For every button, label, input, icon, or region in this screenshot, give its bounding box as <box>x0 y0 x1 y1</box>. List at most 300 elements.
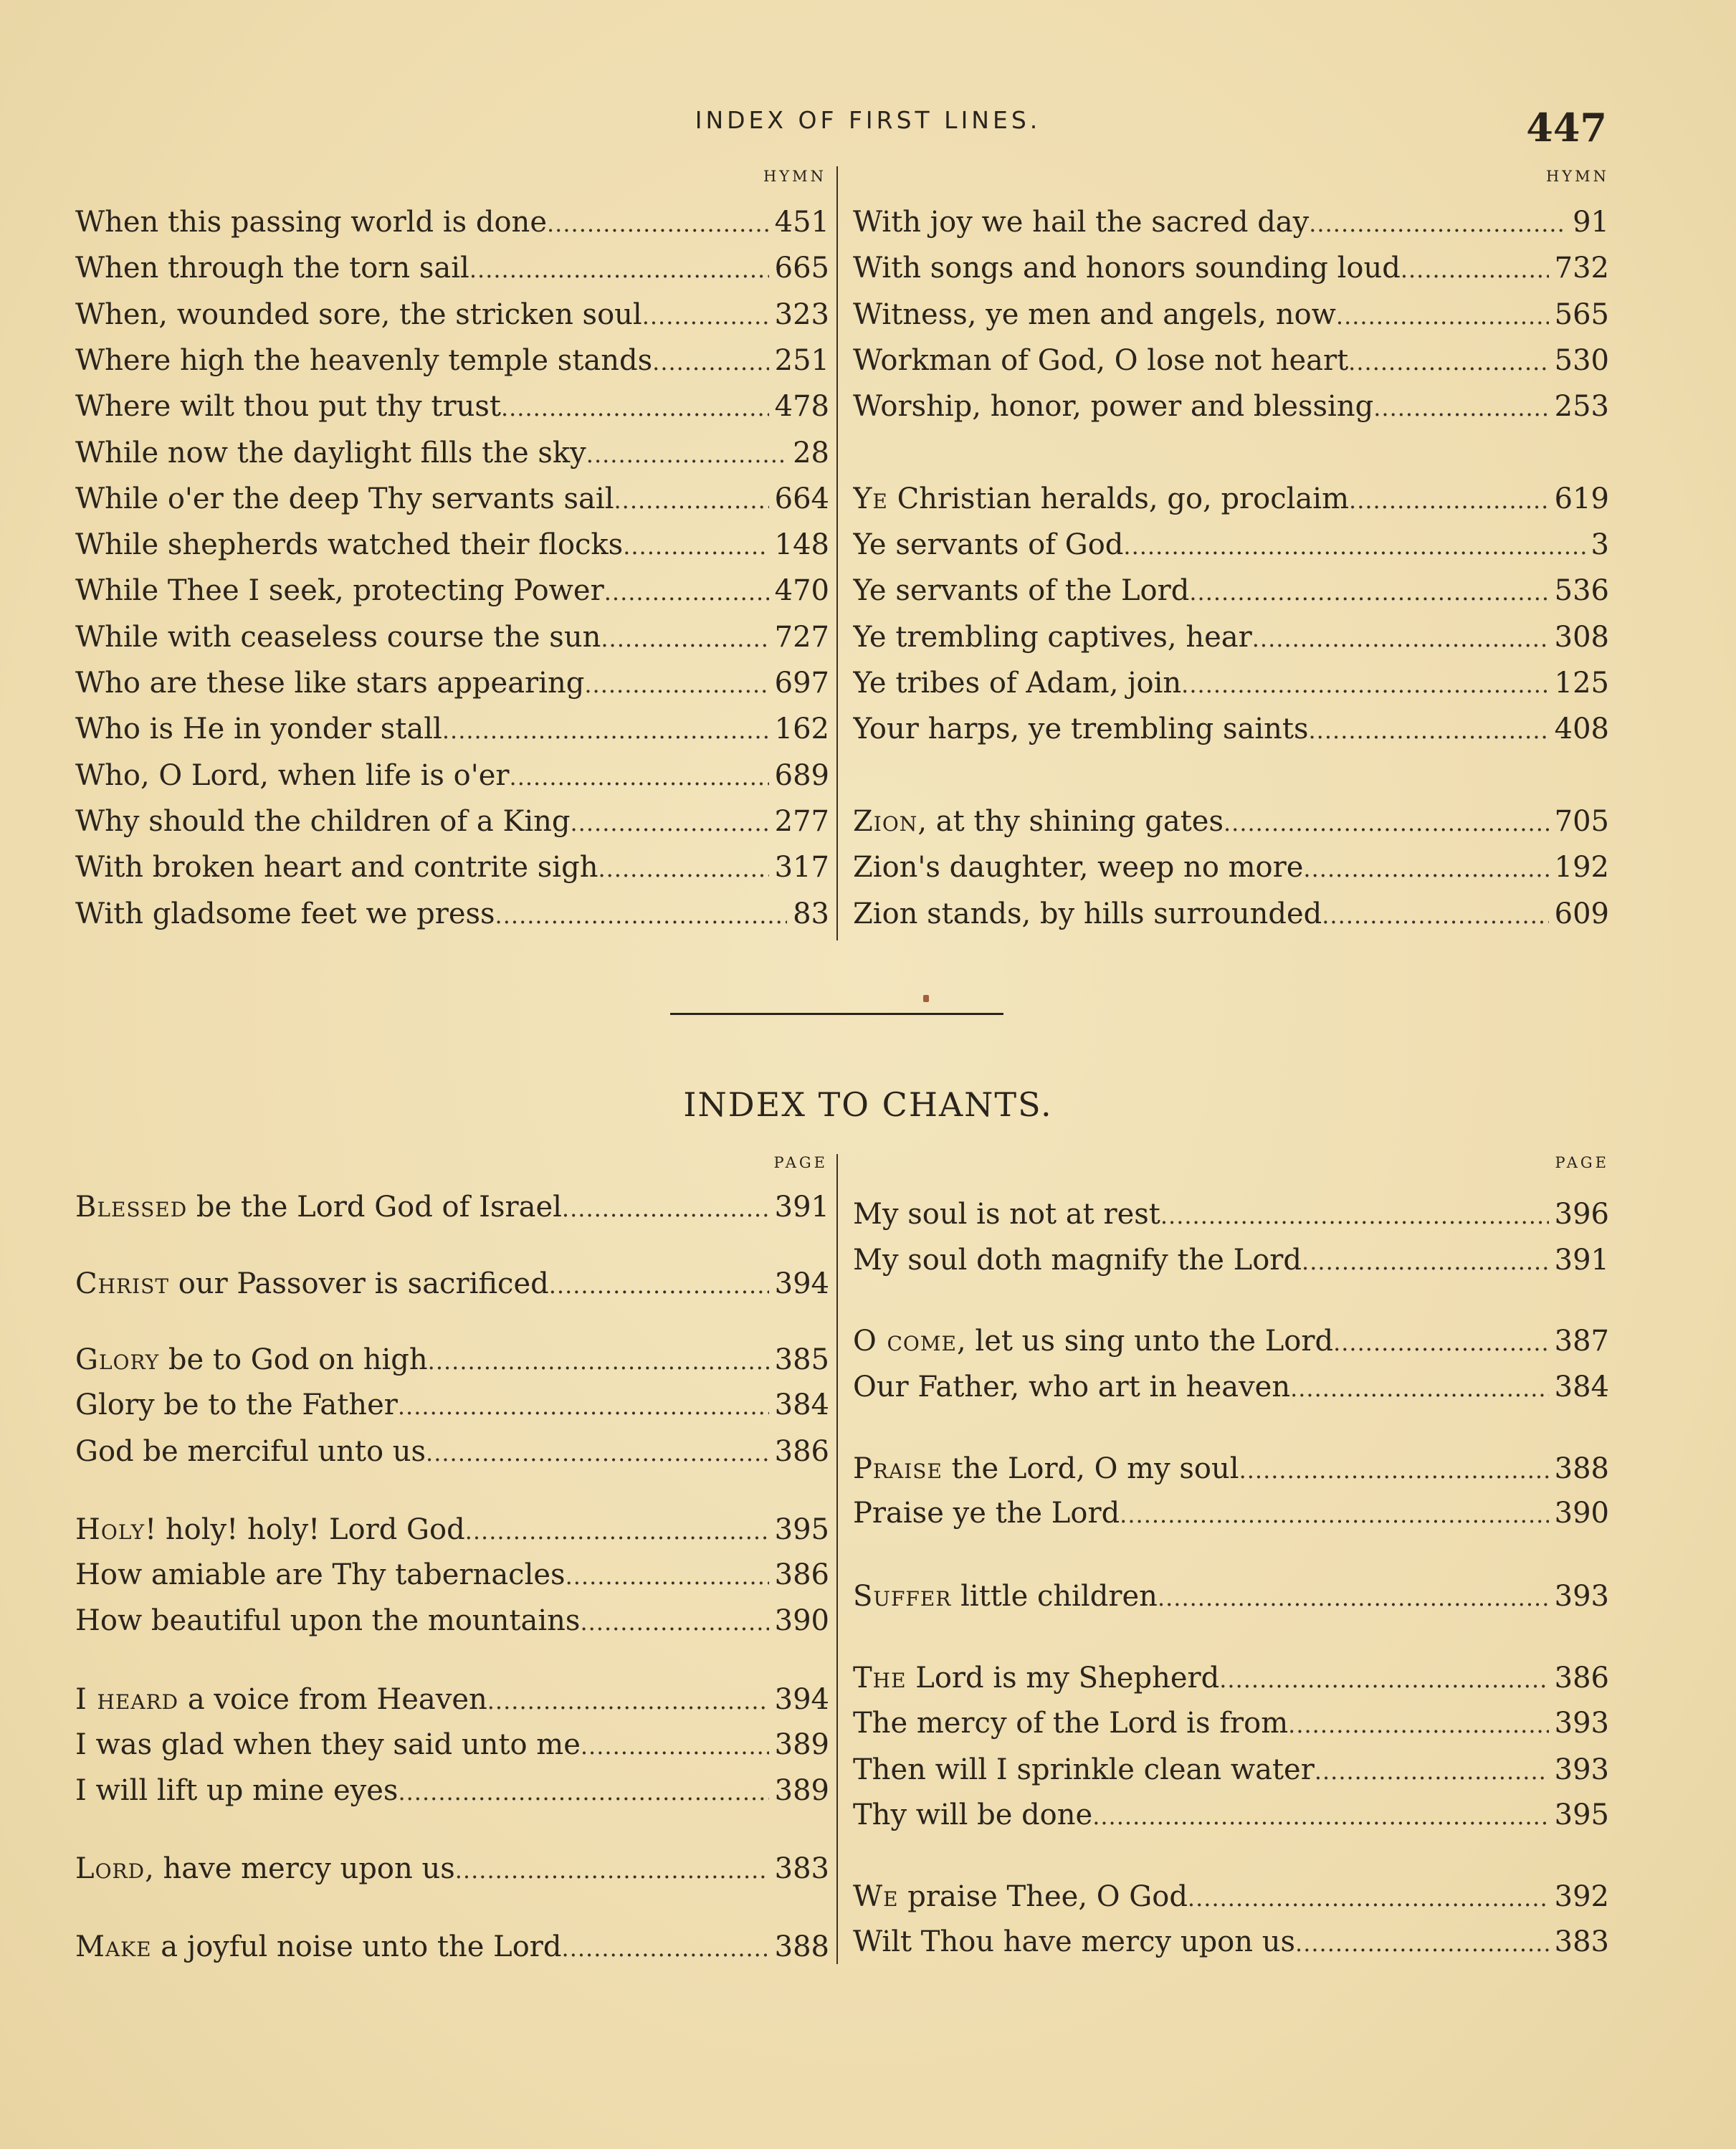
entry-first-line <box>75 892 495 935</box>
index-entry <box>75 339 829 382</box>
dot-leader <box>562 1186 769 1229</box>
dot-leader <box>604 569 769 612</box>
dot-leader <box>1302 1239 1549 1282</box>
entry-number: 393 <box>1554 1753 1609 1786</box>
entry-initial-word: Make <box>75 1930 152 1963</box>
entry-text: While shepherds watched their flocks <box>75 528 624 561</box>
index-entry <box>75 662 829 705</box>
entry-number: 384 <box>1554 1371 1609 1404</box>
entry-text: While with ceaseless course the sun <box>75 621 601 654</box>
entry-number: 253 <box>1554 390 1609 423</box>
dot-leader <box>571 800 769 843</box>
entry-first-line <box>75 432 586 475</box>
entry-number: 384 <box>774 1388 829 1421</box>
entry-number: 388 <box>774 1930 829 1963</box>
entry-first-line <box>853 1575 1158 1618</box>
entry-initial-word: Glory <box>75 1343 160 1376</box>
entry-text: While now the daylight fills the sky <box>75 437 586 470</box>
entry-number: 383 <box>1554 1925 1609 1958</box>
dot-leader <box>1219 1657 1548 1700</box>
entry-text: When through the torn sail <box>75 252 469 285</box>
entry-first-line <box>853 293 1336 336</box>
index-entry <box>853 523 1609 566</box>
entry-text: When, wounded sore, the stricken soul <box>75 298 642 331</box>
page-header <box>0 106 1736 149</box>
entry-number: 395 <box>1554 1798 1609 1831</box>
dot-leader <box>598 846 768 889</box>
page-number: 447 <box>1526 105 1607 151</box>
dot-leader <box>1188 1875 1549 1918</box>
entry-number: 470 <box>774 574 829 607</box>
dot-leader <box>1123 523 1585 566</box>
entry-text: be to God on high <box>159 1343 428 1376</box>
entry-text: With joy we hail the sacred day <box>853 206 1310 239</box>
index-entry <box>75 1338 829 1381</box>
entry-text: Where wilt thou put thy trust <box>75 390 501 423</box>
entry-text: little children <box>951 1580 1158 1613</box>
entry-number: 565 <box>1554 298 1609 331</box>
dot-leader <box>566 1553 769 1596</box>
dot-leader <box>562 1925 769 1968</box>
dot-leader <box>487 1678 769 1721</box>
entry-initial-word: O come <box>853 1325 957 1358</box>
entry-number: 389 <box>774 1774 829 1807</box>
entry-first-line <box>853 1239 1302 1282</box>
section-rule <box>670 1013 1003 1015</box>
running-title: INDEX OF FIRST LINES. <box>695 106 1041 134</box>
index-entry <box>853 1748 1609 1791</box>
entry-text: a voice from Heaven <box>178 1683 487 1716</box>
dot-leader <box>614 477 768 520</box>
index-entry <box>853 1920 1609 1963</box>
index-entry <box>75 477 829 520</box>
dot-leader <box>1303 846 1548 889</box>
index-entry <box>75 523 829 566</box>
dot-leader <box>398 1383 769 1426</box>
index-entry <box>853 800 1609 843</box>
dot-leader <box>1290 1366 1549 1409</box>
dot-leader <box>652 339 769 382</box>
index-entry <box>853 201 1609 244</box>
entry-initial-word: Zion <box>853 805 918 838</box>
entry-number: 394 <box>774 1267 829 1300</box>
entry-text: Then will I sprinkle clean water <box>853 1753 1315 1786</box>
entry-number: 383 <box>774 1852 829 1885</box>
entry-number: 192 <box>1554 851 1609 884</box>
entry-first-line <box>853 616 1252 659</box>
entry-number: 125 <box>1554 667 1609 700</box>
entry-first-line <box>75 1430 426 1473</box>
entry-initial-word: Blessed <box>75 1191 188 1224</box>
entry-number: 393 <box>1554 1707 1609 1740</box>
index-entry <box>853 1793 1609 1836</box>
entry-number: 394 <box>774 1683 829 1716</box>
index-entry <box>75 293 829 336</box>
entry-first-line <box>75 1553 566 1596</box>
chants-column-label: PAGE <box>773 1154 828 1171</box>
entry-text: be the Lord God of Israel <box>187 1191 562 1224</box>
entry-first-line <box>75 662 584 705</box>
index-entry <box>853 1320 1609 1363</box>
entry-first-line <box>75 1925 562 1968</box>
dot-leader <box>581 1723 769 1766</box>
dot-leader <box>584 662 768 705</box>
entry-number: 408 <box>1554 713 1609 745</box>
dot-leader <box>1252 616 1549 659</box>
entry-first-line <box>75 569 604 612</box>
dot-leader <box>547 201 769 244</box>
entry-number: 386 <box>774 1558 829 1591</box>
index-entry <box>75 1262 829 1305</box>
index-entry <box>75 707 829 751</box>
dot-leader <box>1239 1447 1549 1490</box>
entry-first-line <box>75 293 642 336</box>
entry-text: Who is He in yonder stall <box>75 713 442 745</box>
entry-text: I will lift up mine eyes <box>75 1774 399 1807</box>
entry-first-line <box>853 201 1309 244</box>
hymn-column-divider <box>836 166 838 940</box>
entry-first-line <box>75 1262 549 1305</box>
entry-text: Who, O Lord, when life is o'er <box>75 759 510 792</box>
entry-initial-word: Praise <box>853 1452 943 1485</box>
dot-leader <box>1401 247 1549 290</box>
dot-leader <box>1092 1793 1548 1836</box>
index-entry <box>75 1599 829 1642</box>
dot-leader <box>642 293 769 336</box>
index-entry <box>853 1447 1609 1490</box>
entry-first-line <box>75 201 547 244</box>
entry-first-line <box>853 1193 1160 1236</box>
index-entry <box>75 1678 829 1721</box>
dot-leader <box>1295 1920 1549 1963</box>
entry-text: Where high the heavenly temple stands <box>75 344 653 377</box>
entry-first-line <box>75 385 501 428</box>
entry-initial-word: Lord <box>75 1852 146 1885</box>
entry-text: Lord is my Shepherd <box>906 1662 1220 1695</box>
entry-first-line <box>75 707 442 751</box>
entry-first-line <box>75 1186 562 1229</box>
chants-section-title: INDEX TO CHANTS. <box>683 1085 1053 1124</box>
entry-initial-word: The <box>853 1662 907 1695</box>
entry-first-line <box>853 892 1322 935</box>
dot-leader <box>1309 707 1549 751</box>
entry-first-line <box>853 1875 1188 1918</box>
entry-number: 530 <box>1554 344 1609 377</box>
index-entry <box>75 892 829 935</box>
entry-text: Ye servants of the Lord <box>853 574 1190 607</box>
index-entry <box>853 1657 1609 1700</box>
dot-leader <box>1336 293 1549 336</box>
entry-first-line <box>853 523 1123 566</box>
entry-first-line <box>75 523 623 566</box>
dot-leader <box>549 1262 769 1305</box>
entry-text: praise Thee, O God <box>898 1880 1188 1913</box>
index-entry <box>75 385 829 428</box>
index-entry <box>75 754 829 797</box>
entry-text: Praise ye the Lord <box>853 1497 1120 1530</box>
index-entry <box>75 1925 829 1968</box>
entry-number: 665 <box>774 252 829 285</box>
dot-leader <box>1120 1492 1548 1535</box>
entry-first-line <box>75 754 510 797</box>
index-entry <box>853 1193 1609 1236</box>
entry-first-line <box>853 846 1303 889</box>
entry-number: 395 <box>774 1513 829 1546</box>
entry-text: Your harps, ye trembling saints <box>853 713 1309 745</box>
index-entry <box>853 892 1609 935</box>
entry-text: Glory be to the Father <box>75 1388 398 1421</box>
entry-first-line <box>75 616 601 659</box>
entry-first-line <box>853 1920 1295 1963</box>
entry-number: 91 <box>1573 206 1609 239</box>
entry-text: , let us sing unto the Lord <box>957 1325 1334 1358</box>
chants-column-divider <box>836 1154 838 1964</box>
entry-first-line <box>75 1338 428 1381</box>
index-entry <box>75 1553 829 1596</box>
dot-leader <box>510 754 769 797</box>
entry-text: Zion stands, by hills surrounded <box>853 897 1322 930</box>
entry-text: Workman of God, O lose not heart <box>853 344 1349 377</box>
entry-first-line <box>75 477 614 520</box>
dot-leader <box>1158 1575 1549 1618</box>
entry-initial-word: Holy <box>75 1513 146 1546</box>
entry-number: 388 <box>1554 1452 1609 1485</box>
entry-text: My soul is not at rest <box>853 1198 1160 1231</box>
index-entry <box>853 477 1609 520</box>
entry-first-line <box>853 1366 1290 1409</box>
entry-first-line <box>853 477 1349 520</box>
dot-leader <box>426 1430 769 1473</box>
index-entry <box>853 846 1609 889</box>
entry-number: 323 <box>774 298 829 331</box>
entry-number: 451 <box>774 206 829 239</box>
entry-number: 619 <box>1554 482 1609 515</box>
dot-leader <box>1309 201 1567 244</box>
entry-initial-word: Christ <box>75 1267 170 1300</box>
entry-first-line <box>853 339 1348 382</box>
index-entry <box>853 707 1609 751</box>
entry-text: Ye servants of God <box>853 528 1124 561</box>
entry-text: Ye tribes of Adam, join <box>853 667 1182 700</box>
entry-text: Thy will be done <box>853 1798 1093 1831</box>
index-entry <box>853 339 1609 382</box>
entry-initial-word: Ye <box>853 482 888 515</box>
index-entry <box>75 1847 829 1890</box>
index-entry <box>75 569 829 612</box>
index-entry <box>853 1239 1609 1282</box>
dot-leader <box>469 247 769 290</box>
entry-number: 83 <box>793 897 829 930</box>
entry-initial-word: We <box>853 1880 899 1913</box>
entry-number: 391 <box>774 1191 829 1224</box>
hymn-column-label-right: HYMN <box>1545 168 1609 185</box>
index-entry <box>853 385 1609 428</box>
index-entry <box>853 293 1609 336</box>
entry-text: Why should the children of a King <box>75 805 571 838</box>
entry-number: 3 <box>1590 528 1609 561</box>
index-entry <box>75 616 829 659</box>
entry-number: 251 <box>774 344 829 377</box>
entry-text: God be merciful unto us <box>75 1435 426 1468</box>
entry-number: 697 <box>774 667 829 700</box>
entry-number: 390 <box>1554 1497 1609 1530</box>
entry-number: 317 <box>774 851 829 884</box>
dot-leader <box>1349 477 1549 520</box>
entry-number: 386 <box>774 1435 829 1468</box>
chants-index-left-column <box>75 1154 829 1978</box>
entry-first-line <box>853 1702 1288 1745</box>
entry-first-line <box>853 1492 1120 1535</box>
entry-text: The mercy of the Lord is from <box>853 1707 1289 1740</box>
dot-leader <box>442 707 769 751</box>
dot-leader <box>1288 1702 1548 1745</box>
entry-number: 609 <box>1554 897 1609 930</box>
entry-first-line <box>75 1678 487 1721</box>
dot-leader <box>1322 892 1548 935</box>
entry-first-line <box>75 1847 455 1890</box>
entry-first-line <box>853 1748 1315 1791</box>
entry-text: My soul doth magnify the Lord <box>853 1244 1302 1277</box>
entry-first-line <box>75 1508 465 1551</box>
entry-text: How amiable are Thy tabernacles <box>75 1558 566 1591</box>
index-entry <box>75 1430 829 1473</box>
entry-text: With gladsome feet we press <box>75 897 495 930</box>
entry-text: , have mercy upon us <box>145 1852 455 1885</box>
entry-text: With songs and honors sounding loud <box>853 252 1401 285</box>
entry-number: 390 <box>774 1604 829 1637</box>
entry-first-line <box>853 707 1309 751</box>
dot-leader <box>1160 1193 1549 1236</box>
index-entry <box>75 1383 829 1426</box>
entry-number: 308 <box>1554 621 1609 654</box>
index-entry <box>75 1508 829 1551</box>
dot-leader <box>1224 800 1549 843</box>
hymn-index-right-column <box>853 165 1609 953</box>
entry-text: How beautiful upon the mountains <box>75 1604 581 1637</box>
entry-first-line <box>75 1769 398 1812</box>
hymn-index-left-column <box>75 165 829 953</box>
entry-text: Ye trembling captives, hear <box>853 621 1252 654</box>
entry-number: 162 <box>774 713 829 745</box>
dot-leader <box>1348 339 1548 382</box>
entry-first-line <box>853 385 1373 428</box>
entry-number: 391 <box>1554 1244 1609 1277</box>
entry-text: Christian heralds, go, proclaim <box>887 482 1350 515</box>
entry-first-line <box>75 1723 581 1766</box>
dot-leader <box>455 1847 769 1890</box>
entry-text: our Passover is sacrificed <box>169 1267 549 1300</box>
entry-number: 392 <box>1554 1880 1609 1913</box>
index-entry <box>75 1723 829 1766</box>
entry-first-line <box>853 1793 1092 1836</box>
entry-text: the Lord, O my soul <box>942 1452 1239 1485</box>
entry-text: Who are these like stars appearing <box>75 667 585 700</box>
entry-first-line <box>853 800 1224 843</box>
chants-column-label-right: PAGE <box>1555 1154 1609 1171</box>
entry-text: While Thee I seek, protecting Power <box>75 574 604 607</box>
dot-leader <box>601 616 768 659</box>
entry-number: 689 <box>774 759 829 792</box>
entry-number: 148 <box>774 528 829 561</box>
index-entry <box>853 1875 1609 1918</box>
index-entry <box>853 247 1609 290</box>
entry-number: 389 <box>774 1728 829 1761</box>
index-entry <box>75 800 829 843</box>
entry-first-line <box>853 569 1189 612</box>
index-entry <box>853 662 1609 705</box>
entry-number: 396 <box>1554 1198 1609 1231</box>
dot-leader <box>623 523 768 566</box>
entry-first-line <box>853 1447 1239 1490</box>
entry-first-line <box>853 662 1181 705</box>
index-entry <box>853 1492 1609 1535</box>
index-entry <box>853 616 1609 659</box>
entry-text: a joyful noise unto the Lord <box>151 1930 562 1963</box>
index-entry <box>853 1702 1609 1745</box>
entry-number: 478 <box>774 390 829 423</box>
entry-number: 385 <box>774 1343 829 1376</box>
entry-first-line <box>853 247 1401 290</box>
entry-number: 28 <box>793 437 829 470</box>
dot-leader <box>1333 1320 1549 1363</box>
dot-leader <box>586 432 787 475</box>
entry-number: 386 <box>1554 1662 1609 1695</box>
entry-first-line <box>75 339 652 382</box>
index-entry <box>853 1366 1609 1409</box>
index-entry <box>75 201 829 244</box>
dot-leader <box>1373 385 1548 428</box>
entry-first-line <box>853 1657 1219 1700</box>
entry-number: 727 <box>774 621 829 654</box>
entry-number: 277 <box>774 805 829 838</box>
entry-text: While o'er the deep Thy servants sail <box>75 482 614 515</box>
entry-text: Witness, ye men and angels, now <box>853 298 1336 331</box>
entry-number: 732 <box>1554 252 1609 285</box>
index-entry <box>75 1769 829 1812</box>
chants-index-right-column <box>853 1154 1609 1978</box>
dot-leader <box>1189 569 1548 612</box>
entry-first-line <box>75 800 571 843</box>
entry-text: Worship, honor, power and blessing <box>853 390 1374 423</box>
dot-leader <box>398 1769 768 1812</box>
dot-leader <box>501 385 769 428</box>
dot-leader <box>1181 662 1548 705</box>
entry-first-line <box>75 846 598 889</box>
entry-text: With broken heart and contrite sigh <box>75 851 598 884</box>
entry-initial-word: I heard <box>75 1683 179 1716</box>
index-entry <box>75 247 829 290</box>
entry-first-line <box>75 247 469 290</box>
ink-speck <box>923 995 929 1002</box>
entry-number: 664 <box>774 482 829 515</box>
dot-leader <box>495 892 788 935</box>
dot-leader <box>1315 1748 1549 1791</box>
index-entry <box>75 1186 829 1229</box>
entry-number: 536 <box>1554 574 1609 607</box>
entry-number: 705 <box>1554 805 1609 838</box>
hymn-column-label: HYMN <box>763 168 826 185</box>
entry-first-line <box>75 1383 398 1426</box>
entry-text: When this passing world is done <box>75 206 547 239</box>
entry-text: ! holy! holy! Lord God <box>145 1513 465 1546</box>
entry-text: , at thy shining gates <box>917 805 1224 838</box>
entry-initial-word: Suffer <box>853 1580 952 1613</box>
dot-leader <box>580 1599 768 1642</box>
entry-text: Wilt Thou have mercy upon us <box>853 1925 1296 1958</box>
entry-number: 387 <box>1554 1325 1609 1358</box>
entry-first-line <box>853 1320 1333 1363</box>
entry-text: Our Father, who art in heaven <box>853 1371 1291 1404</box>
